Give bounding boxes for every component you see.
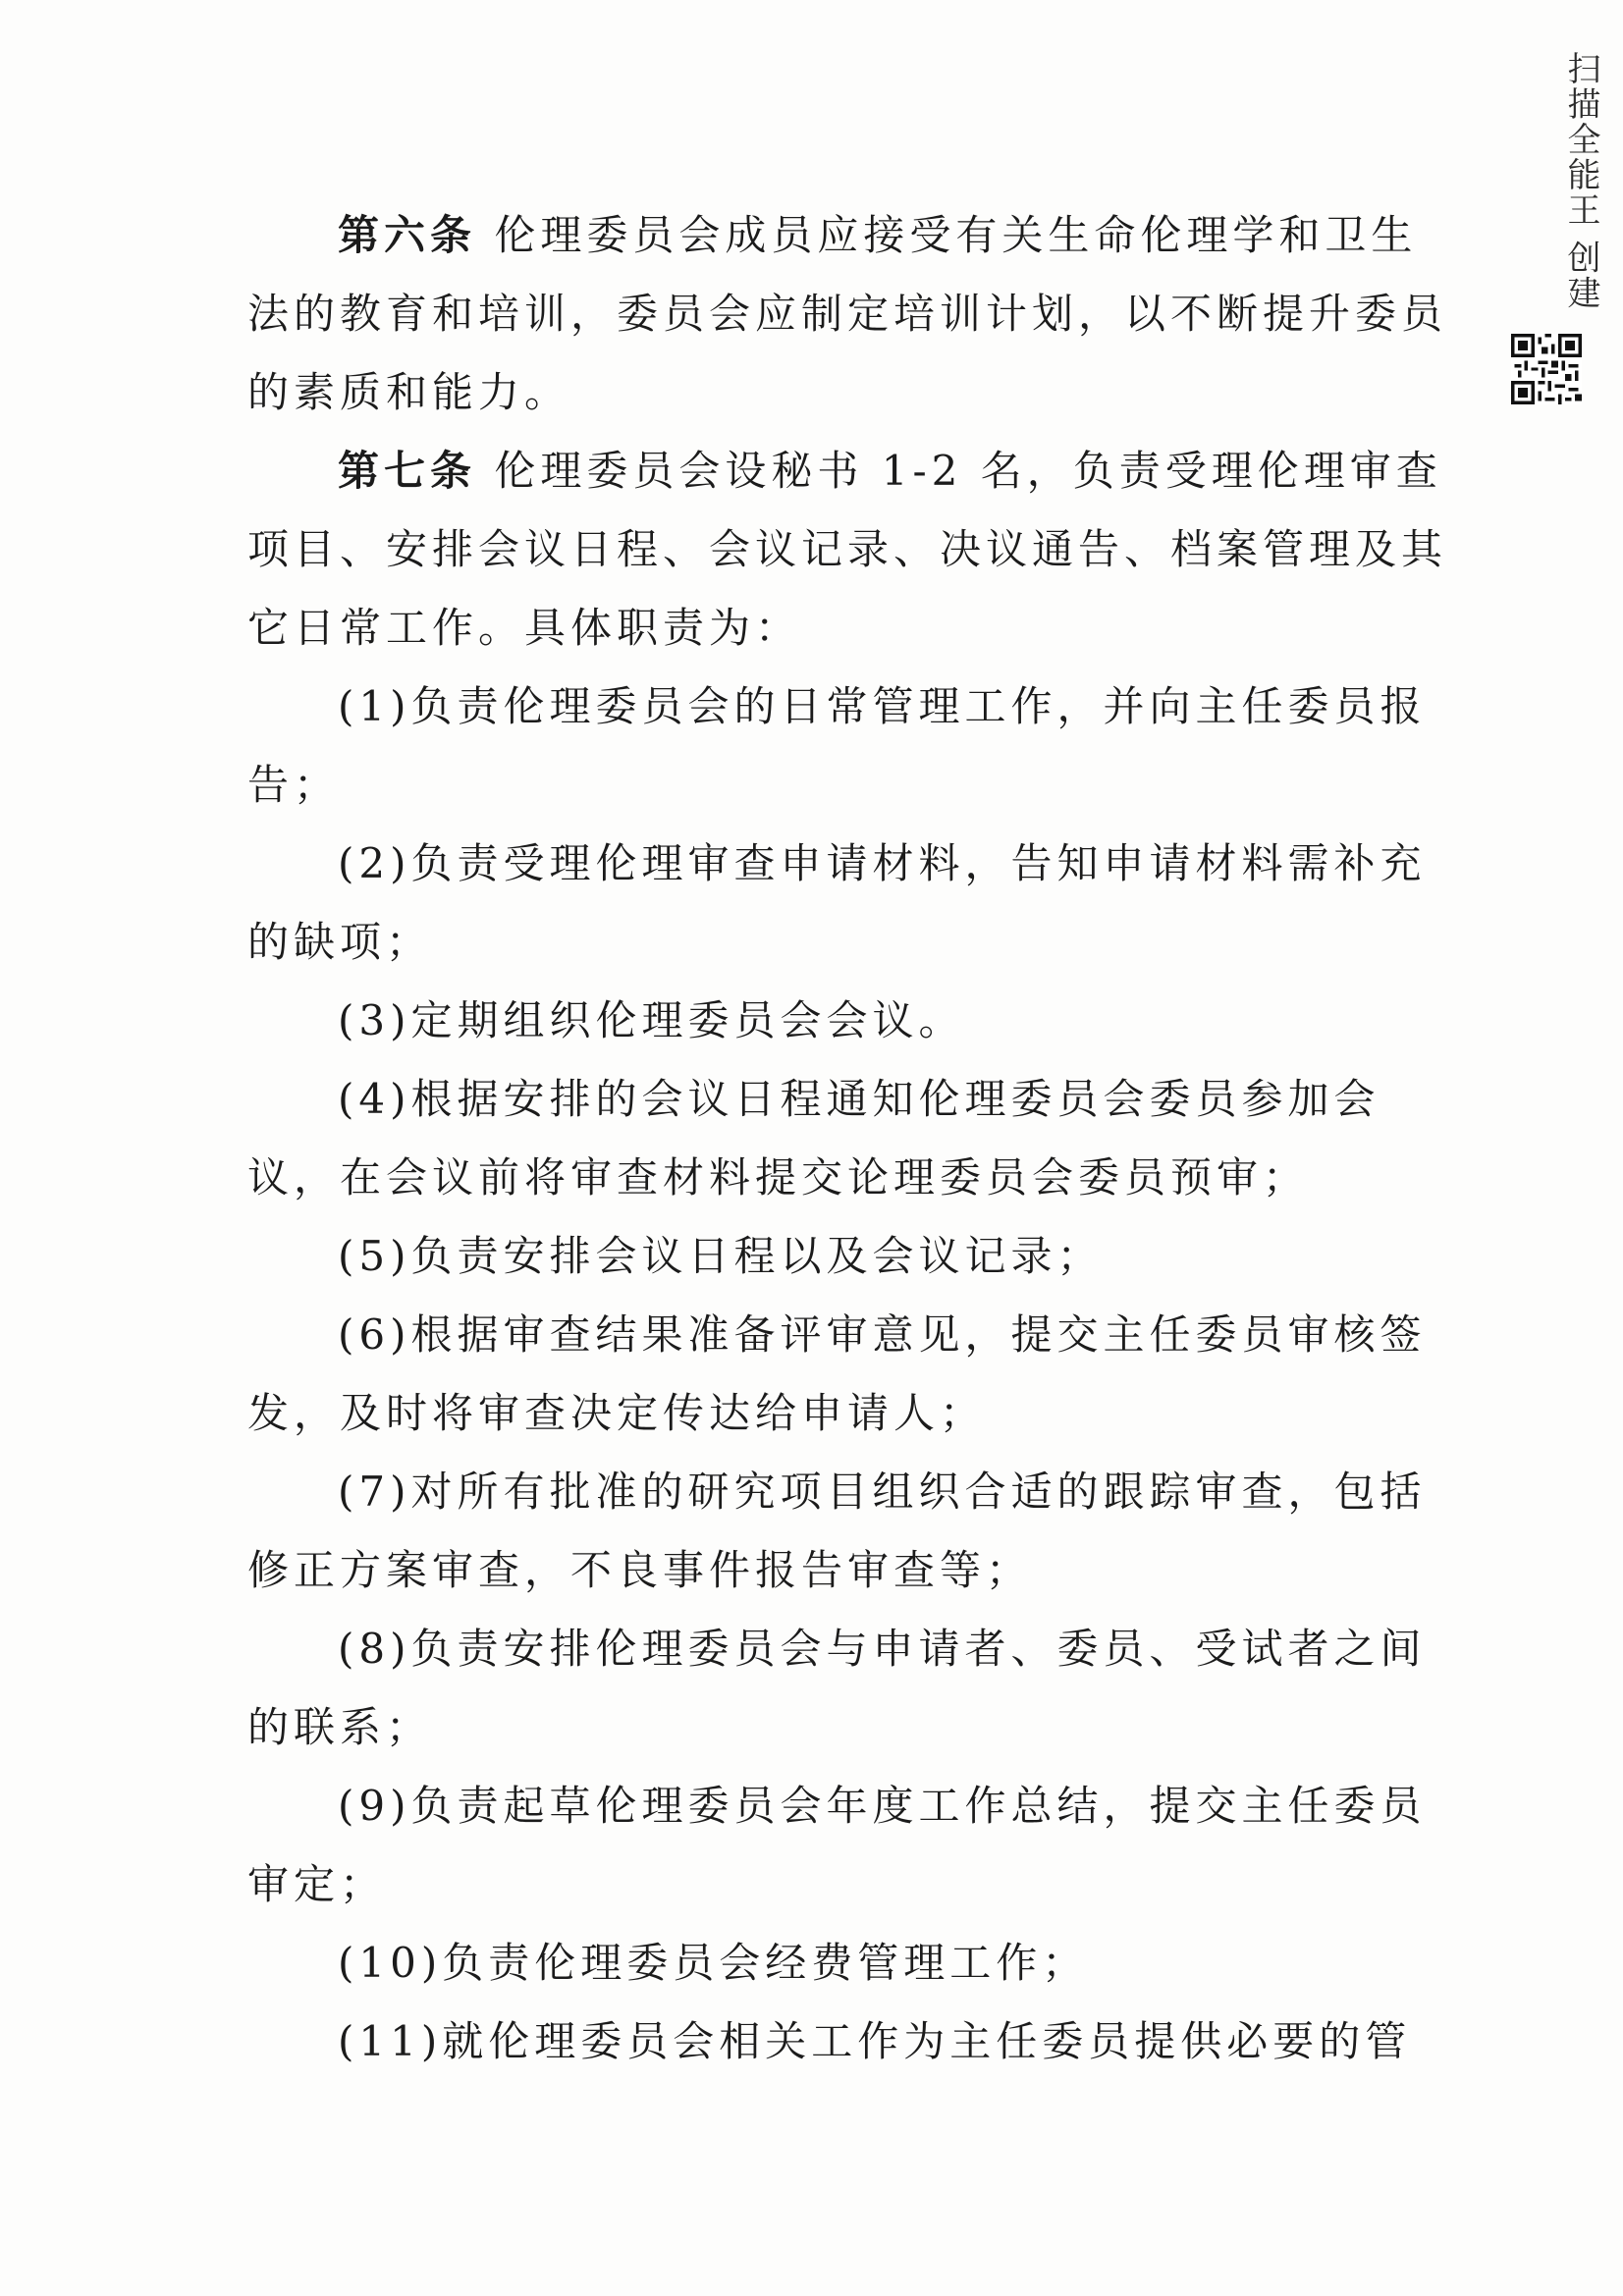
article-7-line-1 xyxy=(247,432,1442,510)
duty-item-2-line-1: (2)负责受理伦理审查申请材料，告知申请材料需补充 xyxy=(338,839,1427,887)
document-body xyxy=(247,196,1448,2081)
article-6-line-3: 的素质和能力。 xyxy=(247,368,571,416)
duty-item-5-line-1: (5)负责安排会议日程以及会议记录； xyxy=(338,1232,1104,1280)
duty-item-2 xyxy=(247,825,1427,982)
duty-item-9-line-2: 审定； xyxy=(247,1860,387,1908)
duty-item-7-line-1: (7)对所有批准的研究项目组织合适的跟踪审查，包括 xyxy=(338,1468,1427,1516)
duty-item-3-line-1: (3)定期组织伦理委员会会议。 xyxy=(338,996,965,1044)
article-7-line-3: 它日常工作。具体职责为： xyxy=(247,604,802,652)
duty-item-1-line-2: 告； xyxy=(247,761,341,809)
article-6-line-2: 法的教育和培训，委员会应制定培训计划，以不断提升委员 xyxy=(247,290,1448,338)
duty-item-6-line-2: 发，及时将审查决定传达给申请人； xyxy=(247,1389,987,1437)
article-7-text: 伦理委员会设秘书 1-2 名，负责受理伦理审查 xyxy=(476,447,1442,495)
article-7-line-2: 项目、安排会议日程、会议记录、决议通告、档案管理及其 xyxy=(247,525,1448,573)
duty-item-11 xyxy=(247,2002,1412,2081)
duty-item-11-line-1: (11)就伦理委员会相关工作为主任委员提供必要的管 xyxy=(338,2017,1412,2065)
duty-item-5 xyxy=(247,1217,1396,1296)
duty-item-2-line-2: 的缺项； xyxy=(247,918,433,966)
duty-item-1-line-1: (1)负责伦理委员会的日常管理工作，并向主任委员报 xyxy=(338,682,1427,730)
duty-item-6-line-1: (6)根据审查结果准备评审意见，提交主任委员审核签 xyxy=(338,1310,1427,1359)
duty-item-4-line-1: (4)根据安排的会议日程通知伦理委员会委员参加会 xyxy=(338,1075,1380,1123)
duty-item-7 xyxy=(247,1453,1427,1610)
duty-item-4 xyxy=(247,1060,1396,1217)
duty-item-4-line-2: 议，在会议前将审查材料提交论理委员会委员预审； xyxy=(247,1153,1310,1201)
article-6-heading: 第六条 xyxy=(338,211,477,259)
duty-item-6 xyxy=(247,1296,1427,1453)
duty-item-8-line-1: (8)负责安排伦理委员会与申请者、委员、受试者之间 xyxy=(338,1625,1427,1673)
duty-item-9 xyxy=(247,1767,1427,1924)
article-6 xyxy=(247,196,1448,432)
article-7 xyxy=(247,432,1448,667)
article-7-heading: 第七条 xyxy=(338,447,477,495)
article-6-text: 伦理委员会成员应接受有关生命伦理学和卫生 xyxy=(476,211,1418,259)
watermark-text: 扫描全能王 创建 xyxy=(1561,51,1600,311)
duty-item-10 xyxy=(247,1924,1396,2002)
duty-item-9-line-1: (9)负责起草伦理委员会年度工作总结，提交主任委员 xyxy=(338,1782,1427,1830)
duty-item-7-line-2: 修正方案审查，不良事件报告审查等； xyxy=(247,1546,1033,1594)
duty-item-8-line-2: 的联系； xyxy=(247,1703,433,1751)
duty-item-1 xyxy=(247,667,1427,825)
qr-code-icon xyxy=(1511,334,1582,404)
duty-item-3 xyxy=(247,982,1396,1060)
article-6-line-1 xyxy=(247,196,1418,275)
duty-item-10-line-1: (10)负责伦理委员会经费管理工作； xyxy=(338,1939,1089,1987)
duty-item-8 xyxy=(247,1610,1427,1767)
